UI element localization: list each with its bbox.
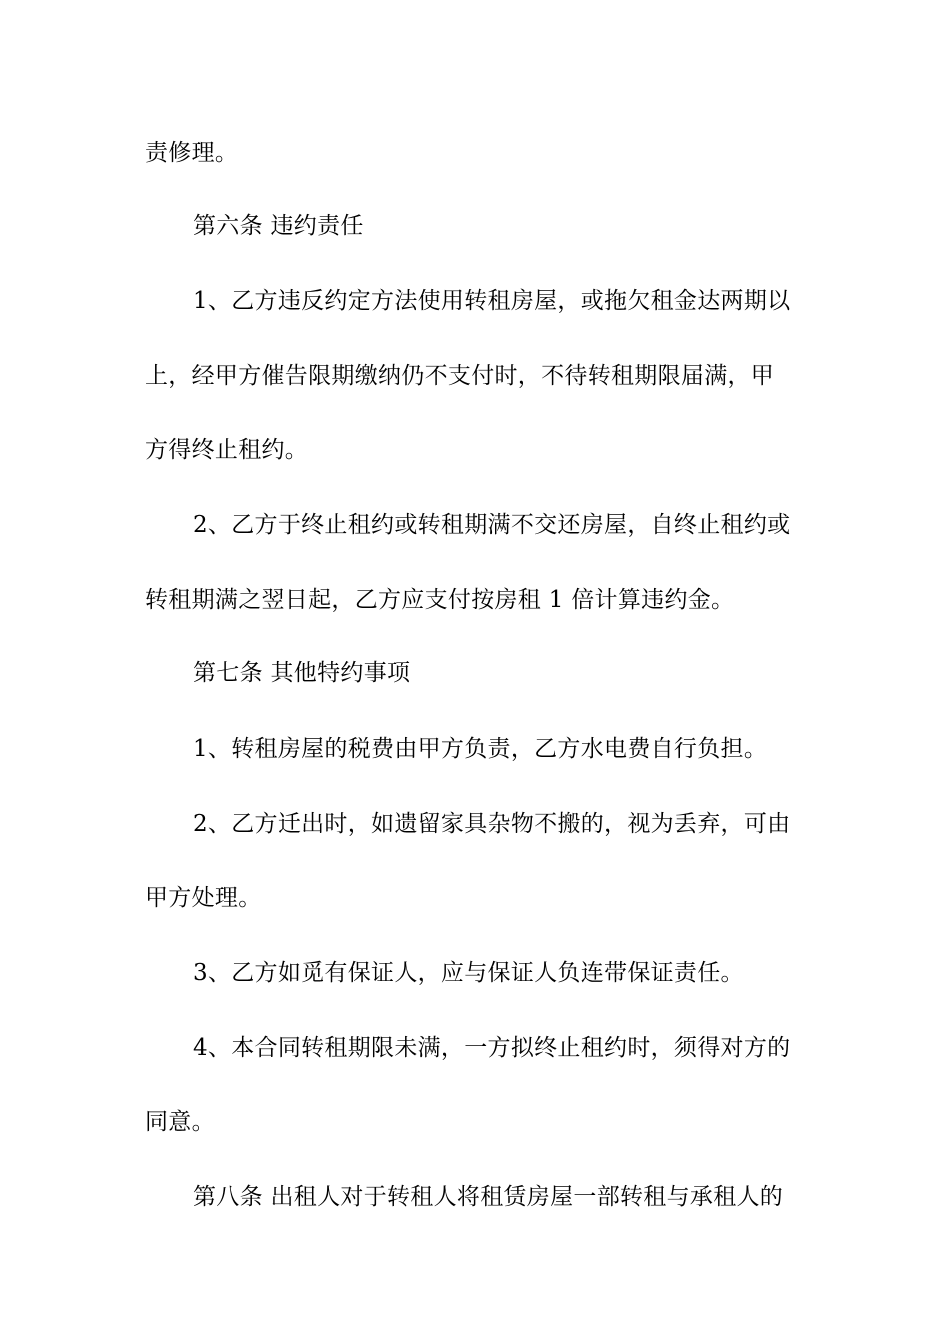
paragraph-line: 转租期满之翌日起，乙方应支付按房租 1 倍计算违约金。 xyxy=(145,587,735,613)
paragraph-line: 3、乙方如觅有保证人，应与保证人负连带保证责任。 xyxy=(193,960,744,986)
paragraph-line: 1、乙方违反约定方法使用转租房屋，或拖欠租金达两期以 xyxy=(193,288,791,314)
paragraph-line: 2、乙方迁出时，如遗留家具杂物不搬的，视为丢弃，可由 xyxy=(193,811,791,837)
paragraph-line: 责修理。 xyxy=(145,140,239,166)
section-heading: 第七条 其他特约事项 xyxy=(193,660,411,686)
paragraph-line: 甲方处理。 xyxy=(145,885,262,911)
paragraph-line: 上，经甲方催告限期缴纳仍不支付时，不待转租期限届满，甲 xyxy=(145,363,775,389)
paragraph-line: 方得终止租约。 xyxy=(145,437,309,463)
paragraph-line: 同意。 xyxy=(145,1109,215,1135)
paragraph-line: 2、乙方于终止租约或转租期满不交还房屋，自终止租约或 xyxy=(193,512,791,538)
section-heading: 第八条 出租人对于转租人将租赁房屋一部转租与承租人的 xyxy=(193,1184,784,1210)
paragraph-line: 4、本合同转租期限未满，一方拟终止租约时，须得对方的 xyxy=(193,1035,791,1061)
section-heading: 第六条 违约责任 xyxy=(193,213,364,239)
paragraph-line: 1、转租房屋的税费由甲方负责，乙方水电费自行负担。 xyxy=(193,736,768,762)
